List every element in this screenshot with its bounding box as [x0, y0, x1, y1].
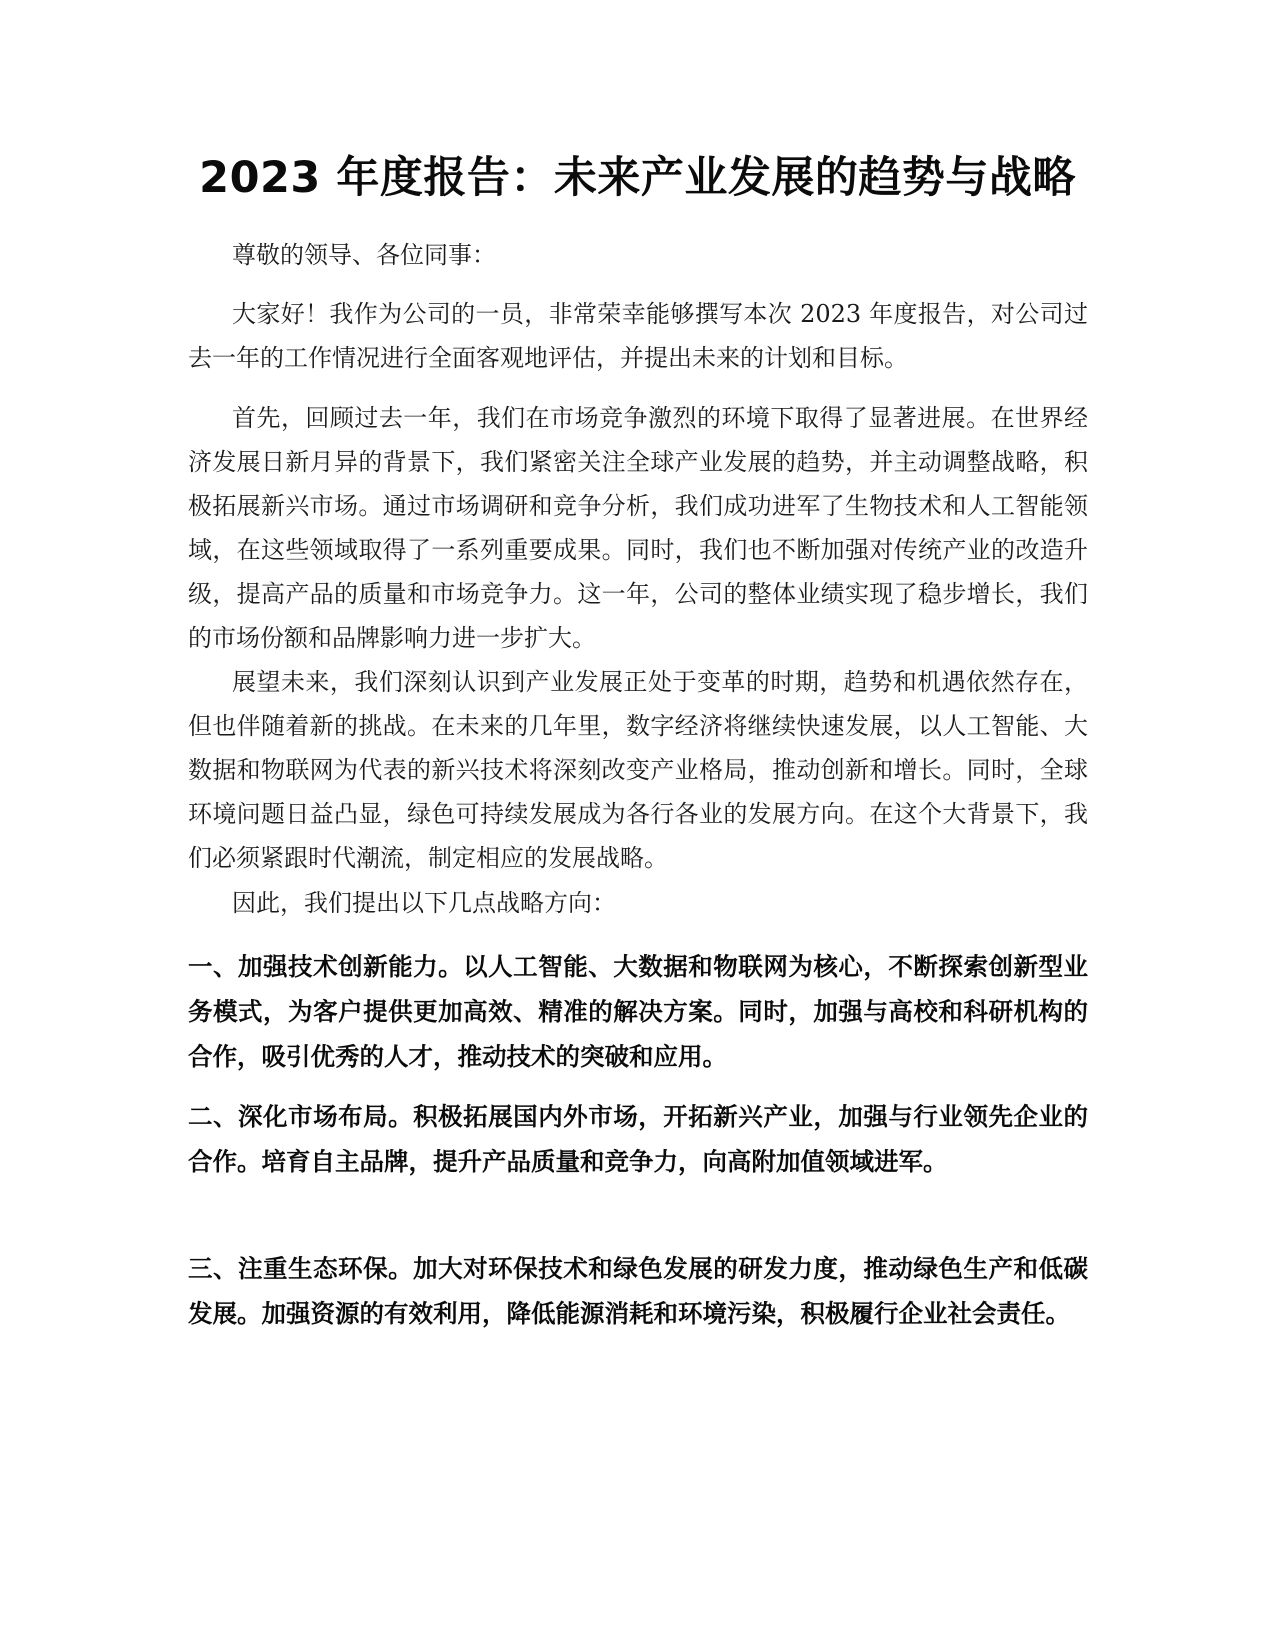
- strategy-item-2: 二、深化市场布局。积极拓展国内外市场，开拓新兴产业，加强与行业领先企业的合作。培育自主品牌，提升产品质量和竞争力，向高附加值领域进军。: [188, 1102, 1088, 1176]
- paragraph-review: 首先，回顾过去一年，我们在市场竞争激烈的环境下取得了显著进展。在世界经济发展日新月异的背景下，我们紧密关注全球产业发展的趋势，并主动调整战略，积极拓展新兴市场。通过市场调研和竞争分析，我们成功进军了生物技术和人工智能领域，在这些领域取得了一系列重要成果。同时，我们也不断加强对传统产业的改造升级，提高产品的质量和市场竞争力。这一年，公司的整体业绩实现了稳步增长，我们的市场份额和品牌影响力进一步扩大。: [188, 404, 1088, 652]
- strategy-item-1: 一、加强技术创新能力。以人工智能、大数据和物联网为核心，不断探索创新型业务模式，为客户提供更加高效、精准的解决方案。同时，加强与高校和科研机构的合作，吸引优秀的人才，推动技术的突破和应用。: [188, 952, 1088, 1071]
- paragraph-outlook: 展望未来，我们深刻认识到产业发展正处于变革的时期，趋势和机遇依然存在，但也伴随着新的挑战。在未来的几年里，数字经济将继续快速发展，以人工智能、大数据和物联网为代表的新兴技术将深刻改变产业格局，推动创新和增长。同时，全球环境问题日益凸显，绿色可持续发展成为各行各业的发展方向。在这个大背景下，我们必须紧跟时代潮流，制定相应的发展战略。: [188, 668, 1088, 872]
- strategy-item-3: 三、注重生态环保。加大对环保技术和绿色发展的研发力度，推动绿色生产和低碳发展。加强资源的有效利用，降低能源消耗和环境污染，积极履行企业社会责任。: [188, 1254, 1088, 1328]
- paragraph-strategy-lead: 因此，我们提出以下几点战略方向：: [232, 889, 616, 917]
- paragraph-intro: 大家好！我作为公司的一员，非常荣幸能够撰写本次 2023 年度报告，对公司过去一年的工作情况进行全面客观地评估，并提出未来的计划和目标。: [188, 300, 1088, 372]
- salutation: 尊敬的领导、各位同事：: [232, 241, 496, 269]
- document-title: 2023 年度报告：未来产业发展的趋势与战略: [199, 153, 1076, 203]
